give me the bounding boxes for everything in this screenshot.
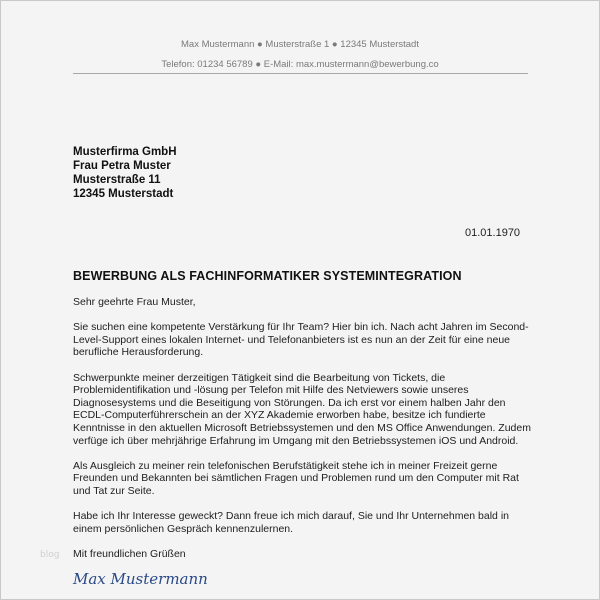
- sender-contact-line: Telefon: 01234 56789 ● E-Mail: max.mustermann@bewerbung.co: [161, 59, 439, 70]
- recipient-street: Musterstraße 11: [73, 174, 161, 186]
- paragraph-experience: Schwerpunkte meiner derzeitigen Tätigkeit sind die Bearbeitung von Tickets, die Problemidentifikation und -lösung per Telefon mit Hilfe des Netviewers sowie unseres Diagnosesystems und die Beseitigung von Störungen. Da ich erst vor einem halben Jahr den ECDL-Computerführerschein an der XYZ Akademie erworben habe, besitze ich fundierte Kenntnisse in den aktuellen Microsoft Betriebssystemen und den MS Office Anwendungen. Zudem verfüge ich über mehrjährige Erfahrung im Umgang mit den Betriebssystemen iOS und Android.: [73, 371, 531, 447]
- recipient-city: 12345 Musterstadt: [73, 188, 174, 200]
- watermark-text: blog: [40, 550, 60, 560]
- recipient-name: Frau Petra Muster: [73, 160, 171, 172]
- paragraph-intro: Sie suchen eine kompetente Verstärkung für Ihr Team? Hier bin ich. Nach acht Jahren im Second-Level-Support eines lokalen Internet- und Telefonanbieters ist es nun an der Zeit für eine neue berufliche Herausforderung.: [73, 321, 529, 359]
- recipient-address: [73, 145, 177, 201]
- letter-body: [73, 296, 533, 589]
- sender-address-line: Max Mustermann ● Musterstraße 1 ● 12345 Musterstadt: [181, 39, 419, 50]
- header-divider: [73, 73, 528, 74]
- recipient-company: Musterfirma GmbH: [73, 146, 177, 158]
- signature: Max Mustermann: [73, 570, 208, 589]
- letter-subject: BEWERBUNG ALS FACHINFORMATIKER SYSTEMINTEGRATION: [73, 269, 462, 283]
- sender-header: [1, 35, 599, 75]
- letter-date: 01.01.1970: [465, 227, 521, 239]
- paragraph-hobby: Als Ausgleich zu meiner rein telefonischen Berufstätigkeit stehe ich in meiner Freizeit gerne Freunden und Bekannten bei sämtlichen Fragen und Problemen rund um den Computer mit Rat und Tat zur Seite.: [73, 459, 519, 497]
- closing-phrase: Mit freundlichen Grüßen: [73, 547, 186, 560]
- paragraph-closing-request: Habe ich Ihr Interesse geweckt? Dann freue ich mich darauf, Sie und Ihr Unternehmen bald in einem persönlichen Gespräch kennenzulernen.: [73, 510, 509, 535]
- salutation: Sehr geehrte Frau Muster,: [73, 296, 196, 308]
